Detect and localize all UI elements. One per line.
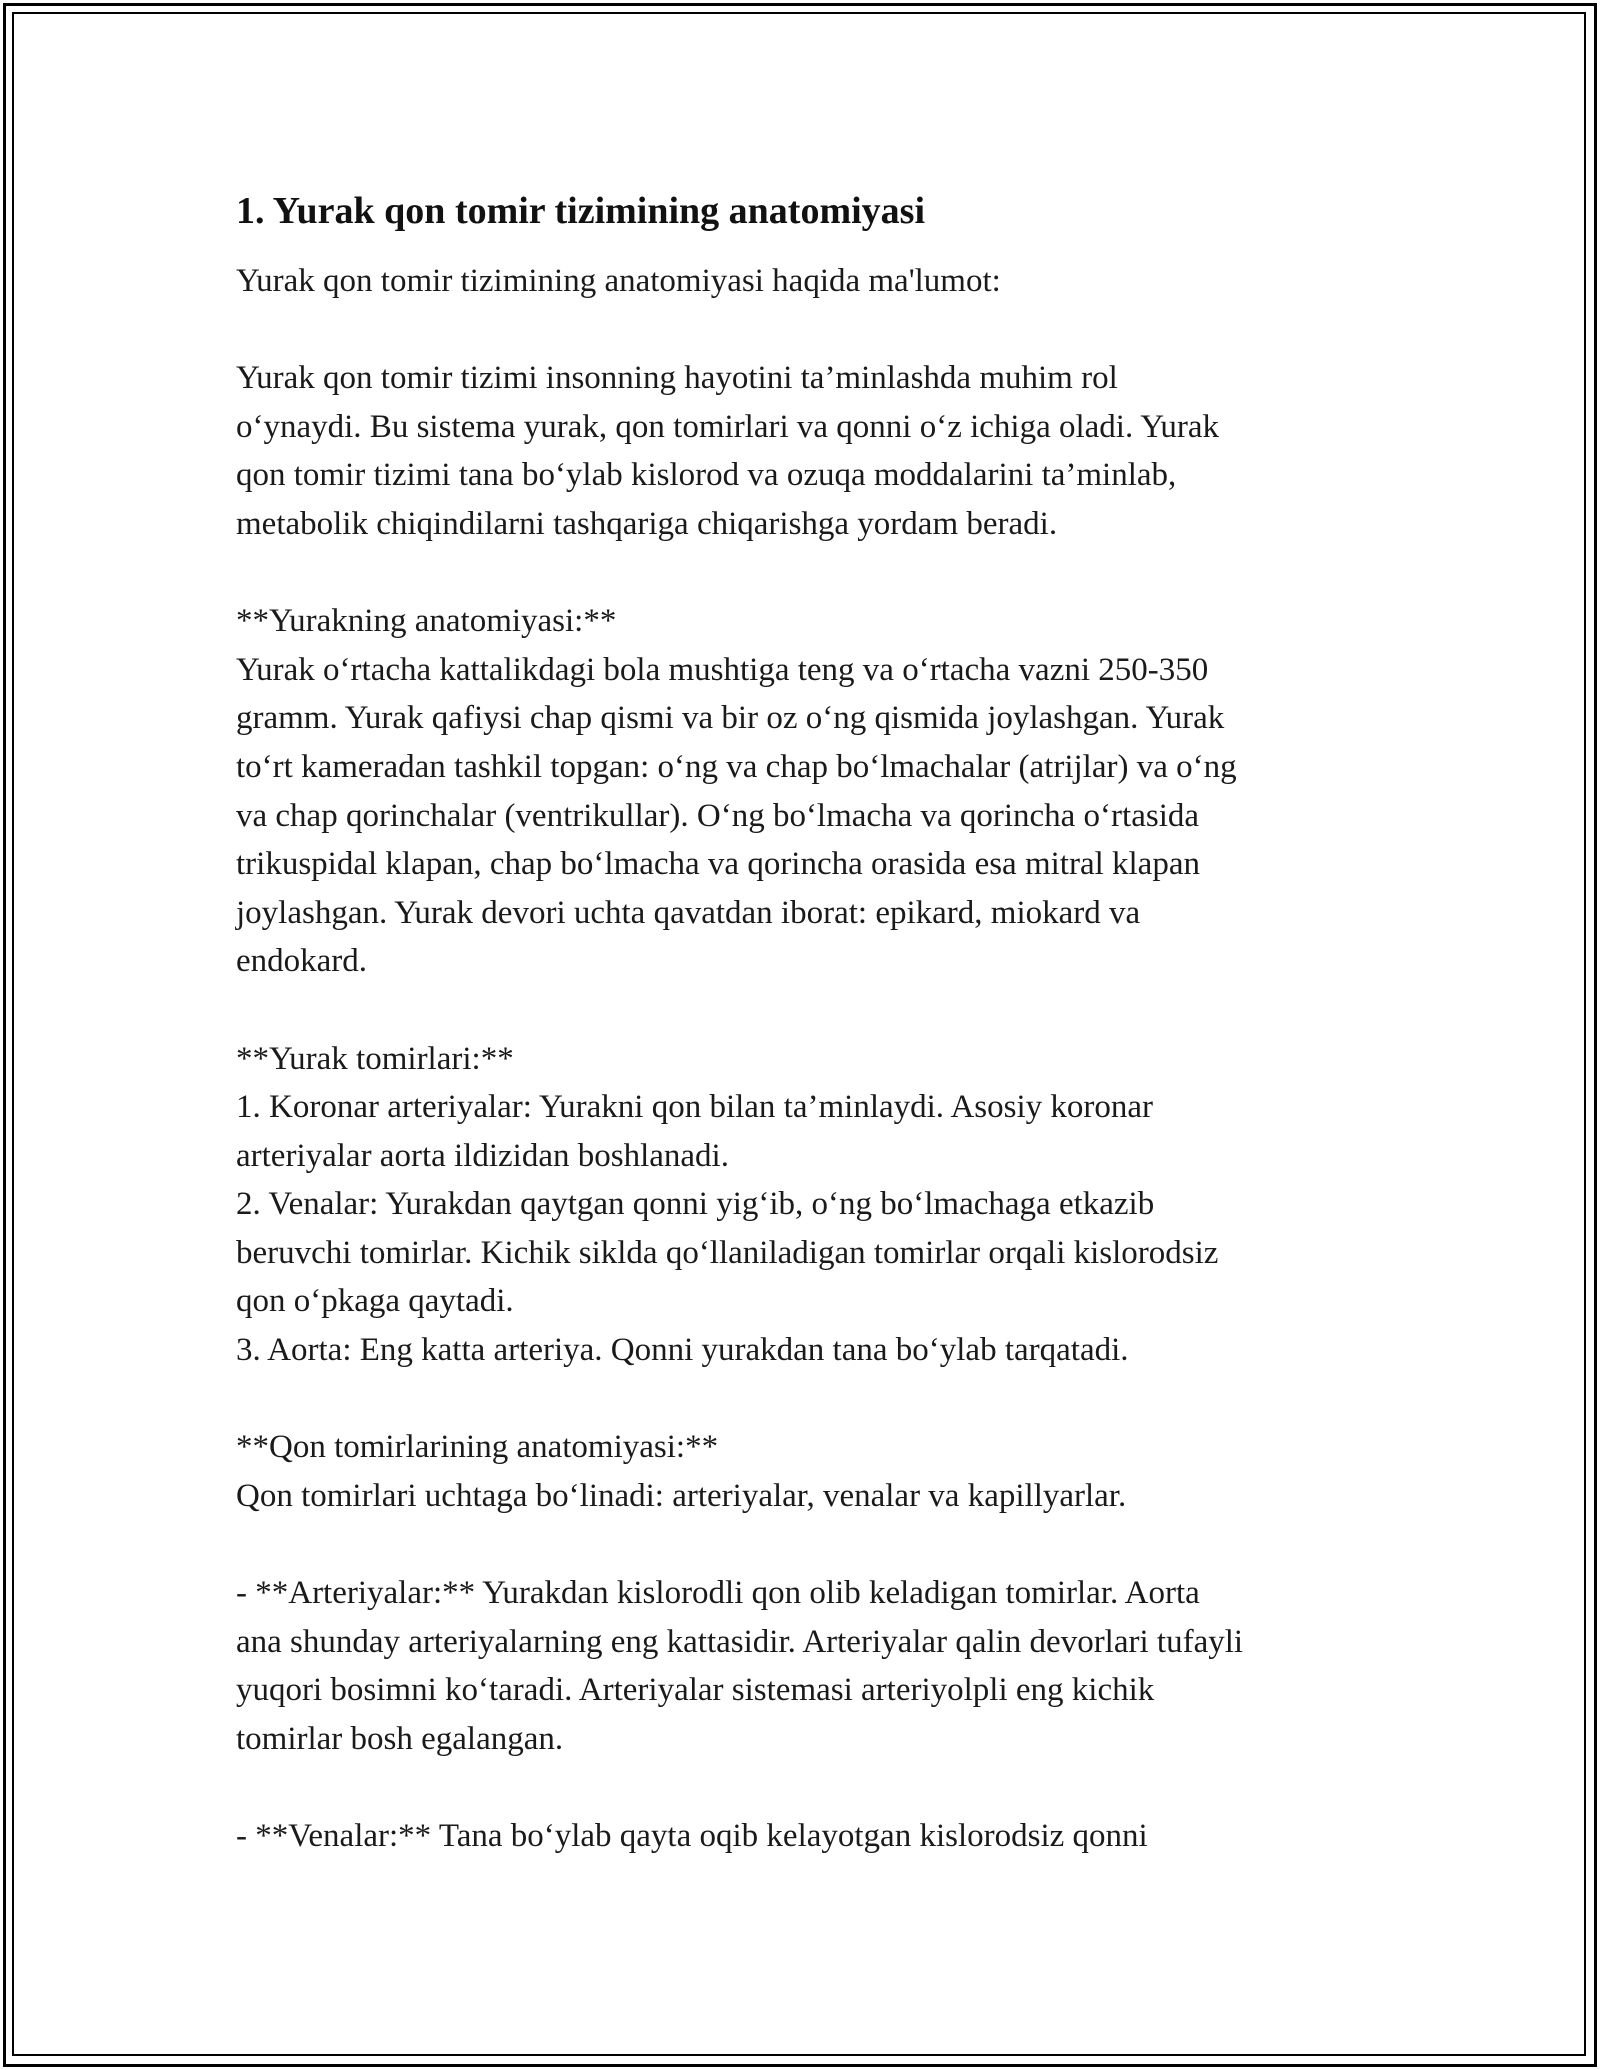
- intro-line: Yurak qon tomir tizimining anatomiyasi haqida ma'lumot:: [236, 263, 1001, 299]
- text-line: ana shunday arteriyalarning eng kattasidir. Arteriyalar qalin devorlari tufayli: [236, 1623, 1244, 1660]
- paragraph-spacer: [236, 1520, 1376, 1569]
- section-heart-anatomy: [236, 597, 1376, 986]
- text-line: o‘ynaydi. Bu sistema yurak, qon tomirlari va qonni o‘z ichiga oladi. Yurak: [236, 408, 1220, 445]
- paragraph-spacer: [236, 1375, 1376, 1424]
- section-arteries: [236, 1569, 1376, 1763]
- paragraph-spacer: [236, 986, 1376, 1035]
- text-line: arteriyalar aorta ildizidan boshlanadi.: [236, 1137, 729, 1174]
- text-line: va chap qorinchalar (ventrikullar). O‘ng bo‘lmacha va qorincha o‘rtasida: [236, 797, 1200, 834]
- text-line: qon o‘pkaga qaytadi.: [236, 1283, 514, 1320]
- text-line: trikuspidal klapan, chap bo‘lmacha va qorincha orasida esa mitral klapan: [236, 846, 1200, 883]
- list-item: 3. Aorta: Eng katta arteriya. Qonni yurakdan tana bo‘ylab tarqatadi.: [236, 1332, 1129, 1369]
- section-heart-vessels: [236, 1035, 1376, 1375]
- text-line: endokard.: [236, 943, 368, 980]
- text-line: Yurak qon tomir tizimi insonning hayotini ta’minlashda muhim rol: [236, 360, 1118, 397]
- text-line: beruvchi tomirlar. Kichik siklda qo‘llaniladigan tomirlar orqali kislorodsiz: [236, 1234, 1219, 1271]
- section-veins: [236, 1812, 1376, 1861]
- paragraph-spacer: [236, 549, 1376, 598]
- text-line: gramm. Yurak qafiysi chap qismi va bir oz o‘ng qismida joylashgan. Yurak: [236, 700, 1225, 737]
- document-body: [236, 185, 1376, 1861]
- text-line: joylashgan. Yurak devori uchta qavatdan iborat: epikard, miokard va: [236, 894, 1141, 931]
- text-line: tomirlar bosh egalangan.: [236, 1720, 564, 1757]
- paragraph-spacer: [236, 306, 1376, 355]
- text-line: Qon tomirlari uchtaga bo‘linadi: arteriyalar, venalar va kapillyarlar.: [236, 1477, 1127, 1514]
- list-item: - **Arteriyalar:** Yurakdan kislorodli qon olib keladigan tomirlar. Aorta: [236, 1575, 1200, 1612]
- text-line: to‘rt kameradan tashkil topgan: o‘ng va chap bo‘lmachalar (atrijlar) va o‘ng: [236, 748, 1237, 785]
- list-item: - **Venalar:** Tana bo‘ylab qayta oqib kelayotgan kislorodsiz qonni: [236, 1818, 1148, 1854]
- section-title: **Qon tomirlarining anatomiyasi:**: [236, 1429, 719, 1466]
- text-line: yuqori bosimni ko‘taradi. Arteriyalar sistemasi arteriyolpli eng kichik: [236, 1672, 1155, 1709]
- list-item: 2. Venalar: Yurakdan qaytgan qonni yig‘ib, o‘ng bo‘lmachaga etkazib: [236, 1186, 1155, 1223]
- list-item: 1. Koronar arteriyalar: Yurakni qon bilan ta’minlaydi. Asosiy koronar: [236, 1089, 1154, 1126]
- section-title: **Yurak tomirlari:**: [236, 1040, 514, 1077]
- section-blood-vessels: [236, 1423, 1376, 1520]
- text-line: qon tomir tizimi tana bo‘ylab kislorod va ozuqa moddalarini ta’minlab,: [236, 457, 1177, 494]
- section-title: **Yurakning anatomiyasi:**: [236, 603, 617, 640]
- paragraph-intro: [236, 354, 1376, 548]
- page-title: 1. Yurak qon tomir tizimining anatomiyasi: [236, 190, 926, 232]
- paragraph-spacer: [236, 1763, 1376, 1812]
- text-line: Yurak o‘rtacha kattalikdagi bola mushtiga teng va o‘rtacha vazni 250-350: [236, 651, 1209, 688]
- text-line: metabolik chiqindilarni tashqariga chiqarishga yordam beradi.: [236, 505, 1058, 542]
